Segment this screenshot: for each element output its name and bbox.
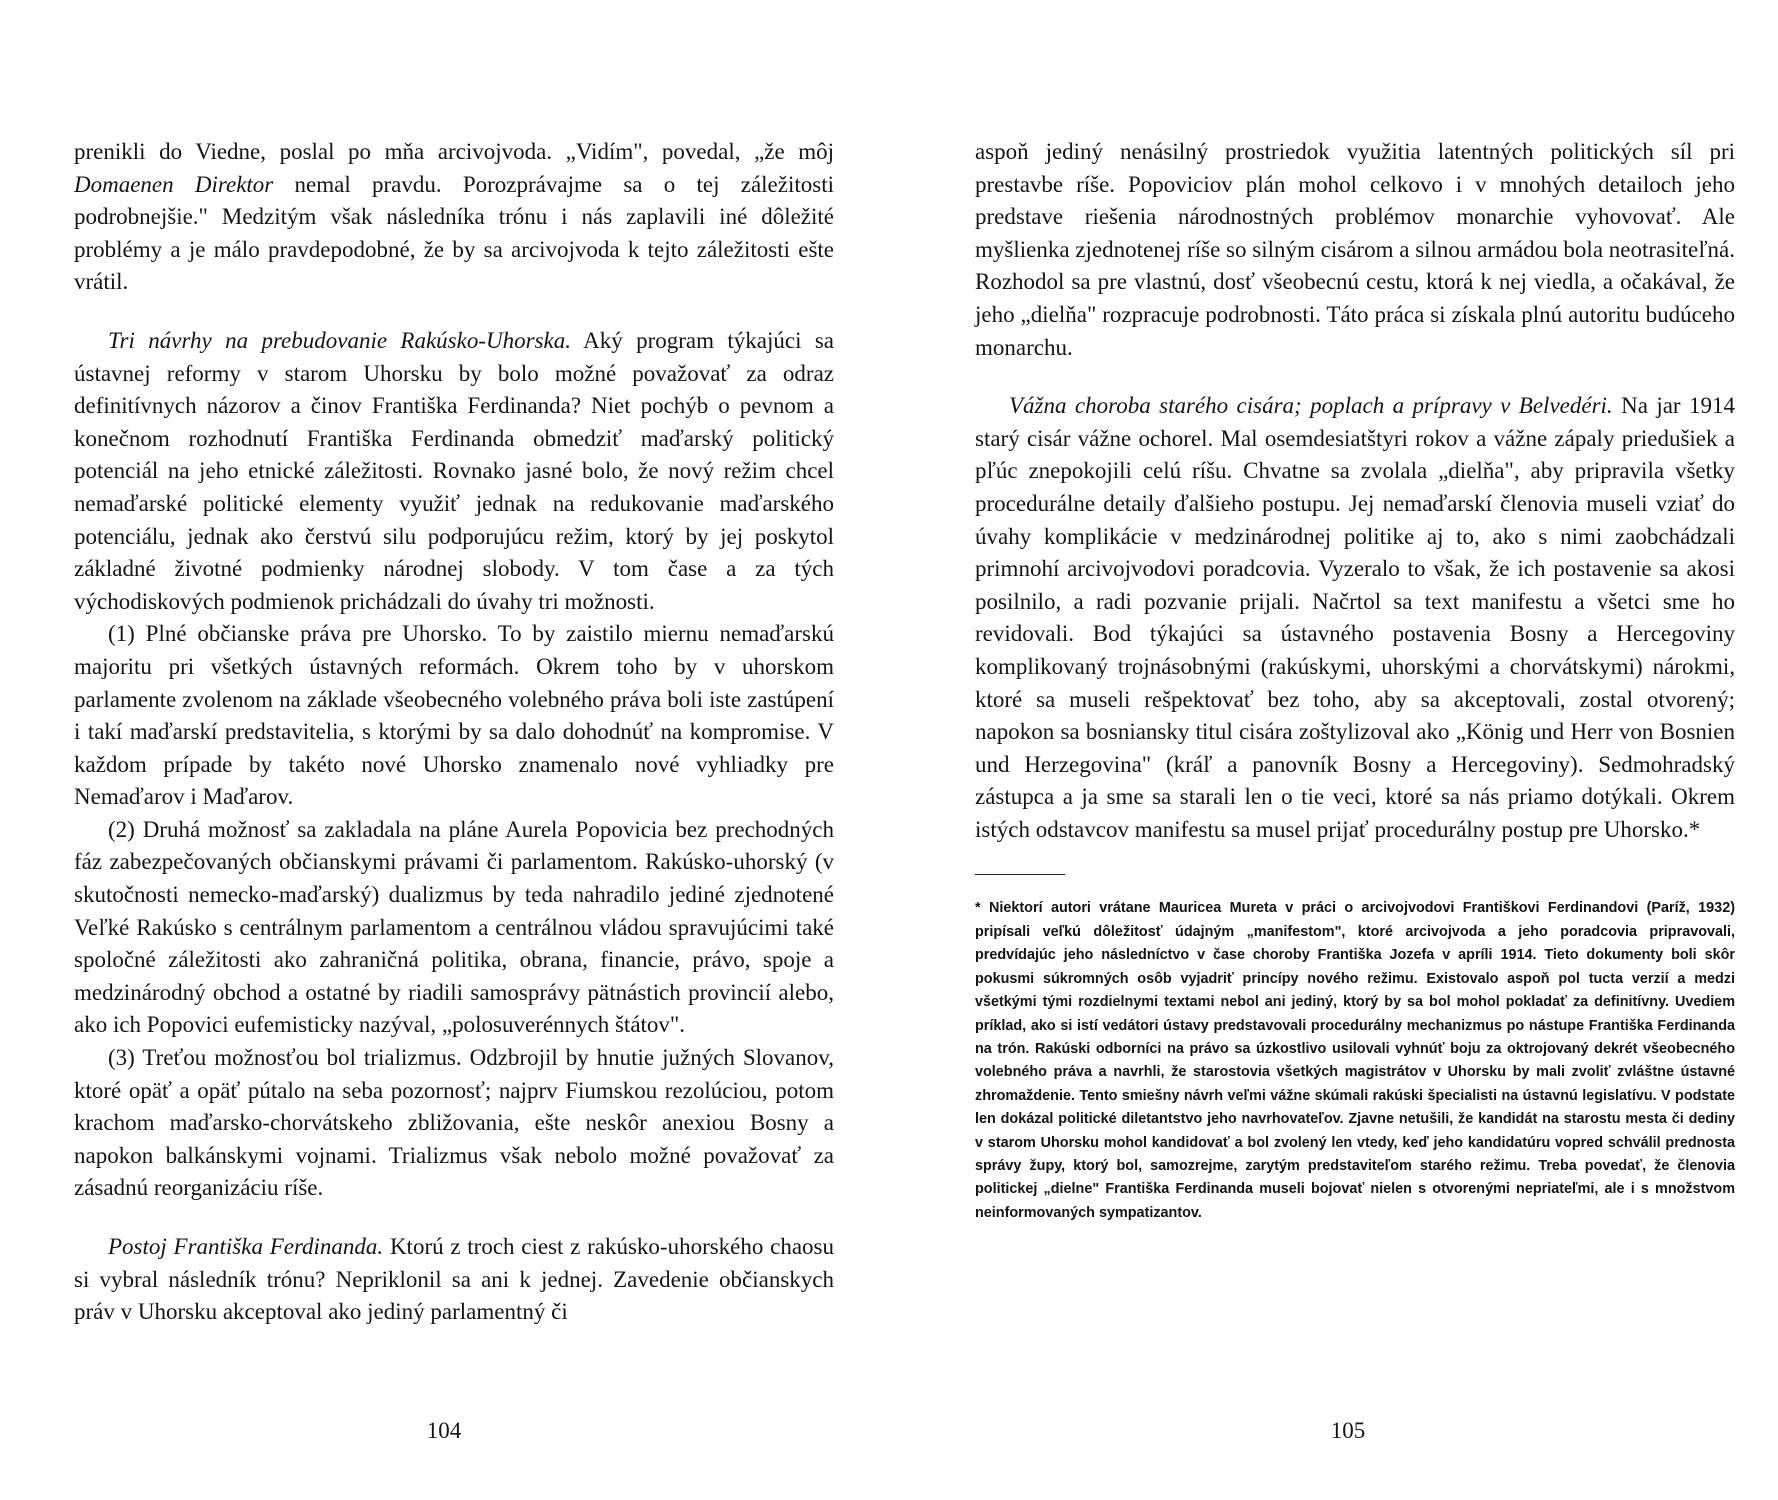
left-section-text-2: Ktorú z troch ciest z rakúsko-uhorského chaosu si vybral následník trónu? Nepriklonil sa ani k jednej. Zavedenie občianskych práv v Uhorsku akceptoval ako jediný parlamentný či: [74, 1234, 834, 1325]
left-section-postoj: [74, 1231, 834, 1329]
left-page-number: 104: [426, 1418, 462, 1443]
left-section-text-1: Aký program týkajúci sa ústavnej reformy v starom Uhorsku by bolo možné považovať za odraz definitívnych názorov a činov Františka Ferdinanda? Niet pochýb o pevnom a konečnom rozhodnutí Františka Ferdinanda obmedziť maďarský politický potenciál na jeho etnické záležitosti. Rovnako jasné bolo, že nový režim chcel nemaďarské politické elementy využiť jednak na redukovanie maďarského potenciálu, jednak ako čerstvú silu podporujúcu režim, ktorý by jej poskytol základné životné podmienky národnej slobody. V tom čase a za tých východiskových podmienok prichádzali do úvahy tri možnosti.: [74, 327, 834, 614]
right-paragraph-1: aspoň jediný nenásilný prostriedok využitia latentných politických síl pri prestavbe ríše. Popoviciov plán mohol celkovo i v mnohých detailoch jeho predstave riešenia národnostných problémov monarchie vyhovovať. Ale myšlienka zjednotenej ríše so silným cisárom a silnou armádou bola neotrasiteľná. Rozhodol sa pre vlastnú, dosť všeobecnú cestu, ktorá k nej viedla, a očakával, že jeho „dielňa" rozpracuje podrobnosti. Táto práca si získala plnú autoritu budúceho monarchu.: [975, 139, 1735, 360]
left-item-1: (1) Plné občianske práva pre Uhorsko. To by zaistilo miernu nemaďarskú majoritu pri všetkých ústavných reformách. Okrem toho by v uhorskom parlamente zvolenom na základe všeobecného volebného práva boli iste zastúpení i takí maďarskí predstavitelia, s ktorými by sa dalo dohodnúť na kompromise. V každom prípade by takéto nové Uhorsko znamenalo nové vyhliadky pre Nemaďarov i Maďarov.: [74, 621, 834, 810]
right-section-text-1: Na jar 1914 starý cisár vážne ochorel. Mal osemdesiatštyri rokov a vážne zápaly priedušiek a pľúc znepokojili celú ríšu. Chvatne sa zvolala „dielňa", aby pripravila všetky procedurálne detaily ďalšieho postupu. Jej nemaďarskí členovia museli vziať do úvahy komplikácie v medzinárodnej politike aj to, ako s nimi zaobchádzali primnohí arcivojvodovi poradcovia. Vyzeralo to však, že ich postavenie sa akosi posilnilo, a radi pozvanie prijali. Načrtol sa text manifestu a všetci sme ho revidovali. Bod týkajúci sa ústavného postavenia Bosny a Hercegoviny komplikovaný trojnásobnými (rakúskymi, uhorskými a chorvátskymi) nárokmi, ktoré sa museli rešpektovať bez toho, aby sa akceptovali, zostal otvorený; napokon sa bosniansky titul cisára zoštylizoval ako „König und Herr von Bosnien und Herzegovina" (kráľ a panovník Bosny a Hercegoviny). Sedmohradský zástupca a ja sme sa starali len o tie veci, ktoré sa nás priamo dotýkali. Okrem istých odstavcov manifestu sa musel prijať procedurálny postup pre Uhorsko.*: [975, 393, 1735, 842]
right-page-number: 105: [1330, 1418, 1366, 1443]
footnote-divider: [975, 874, 1065, 875]
left-section-heading-2: Postoj Františka Ferdinanda.: [108, 1234, 384, 1259]
right-section-heading-1: Vážna choroba starého cisára; poplach a prípravy v Belvedéri.: [1009, 393, 1613, 419]
left-section-heading-1: Tri návrhy na prebudovanie Rakúsko-Uhorska.: [108, 327, 571, 353]
left-item-2: (2) Druhá možnosť sa zakladala na pláne Aurela Popovicia bez prechodných fáz zabezpečovaných občianskymi právami či parlamentom. Rakúsko-uhorský (v skutočnosti nemecko-maďarský) dualizmus by teda nahradilo jediné zjednotené Veľké Rakúsko s centrálnym parlamentom a centrálnou vládou spravujúcimi také spoločné záležitosti ako zahraničná politika, obrana, financie, právo, spoje a medzinárodný obchod a ostatné by riadili samosprávy pätnástich provincií alebo, ako ich Popovici eufemisticky nazýval, „polosuverénnych štátov".: [74, 816, 834, 1038]
left-p1-rest: nemal pravdu. Porozprávajme sa o tej záležitosti podrobnejšie." Medzitým však následníka trónu i nás zaplavili iné dôležité problémy a je málo pravdepodobné, že by sa arcivojvoda k tejto záležitosti ešte vrátil.: [74, 171, 834, 295]
left-p1-start: prenikli do Viedne, poslal po mňa arcivojvoda. „Vidím", povedal, „že môj: [74, 139, 834, 164]
footnote-text: * Niektorí autori vrátane Mauricea Mureta v práci o arcivojvodovi Františkovi Ferdinandovi (Paríž, 1932) pripísali veľkú dôležitosť údajným „manifestom", ktoré arcivojvoda a jeho poradcovia pripravovali, predvídajúc jeho následníctvo v čase choroby Františka Jozefa v apríli 1914. Tieto dokumenty boli skôr pokusmi súkromných osôb vyjadriť princípy nového režimu. Existovalo aspoň pol tucta verzií a medzi všetkými tými rozdielnymi textami nebol ani jediný, ktorý by sa bol mohol pokladať za definitívny. Uvediem príklad, ako si istí vedátori ústavy predstavovali procedurálny mechanizmus po nástupe Františka Ferdinanda na trón. Rakúski odborníci na právo sa úzkostlivo usilovali vyhnúť boju za oktrojovaný dekrét všeobecného volebného práva a navrhli, že starostovia všetkých magistrátov v Uhorsku by mali zvoliť zvláštne ústavné zhromaždenie. Tento smiešny návrh veľmi vážne skúmali rakúski špecialisti na ústavnú legislatívu. V podstate len dokázal politické diletantstvo jeho navrhovateľov. Zjavne netušili, že kandidát na starostu mesta či dediny v starom Uhorsku mohol kandidovať a bol zvolený len vtedy, keď jeho kandidatúru vopred schválil prednosta správy župy, ktorý bol, samozrejme, zarytým predstaviteľom starého režimu. Treba povedať, že členovia politickej „dielne" Františka Ferdinanda museli bojovať nielen s otvorenými nepriateľmi, ale i s množstvom neinformovaných sympatizantov.: [975, 900, 1735, 1221]
right-section-choroba: [975, 390, 1735, 846]
left-paragraph-1: [74, 136, 834, 299]
left-section-tri-navrhy: [74, 325, 834, 618]
left-page: [74, 136, 834, 1329]
footnote: [975, 897, 1735, 1225]
right-page: [975, 136, 1735, 1225]
left-p1-em: Domaenen Direktor: [74, 171, 274, 197]
left-item-3: (3) Treťou možnosťou bol trializmus. Odzbrojil by hnutie južných Slovanov, ktoré opäť a opäť pútalo na seba pozornosť; najprv Fiumskou rezolúciou, potom krachom maďarsko-chorvátskeho zbližovania, ešte neskôr anexiou Bosny a napokon balkánskymi vojnami. Trializmus však nebolo možné považovať za zásadnú reorganizáciu ríše.: [74, 1045, 834, 1201]
